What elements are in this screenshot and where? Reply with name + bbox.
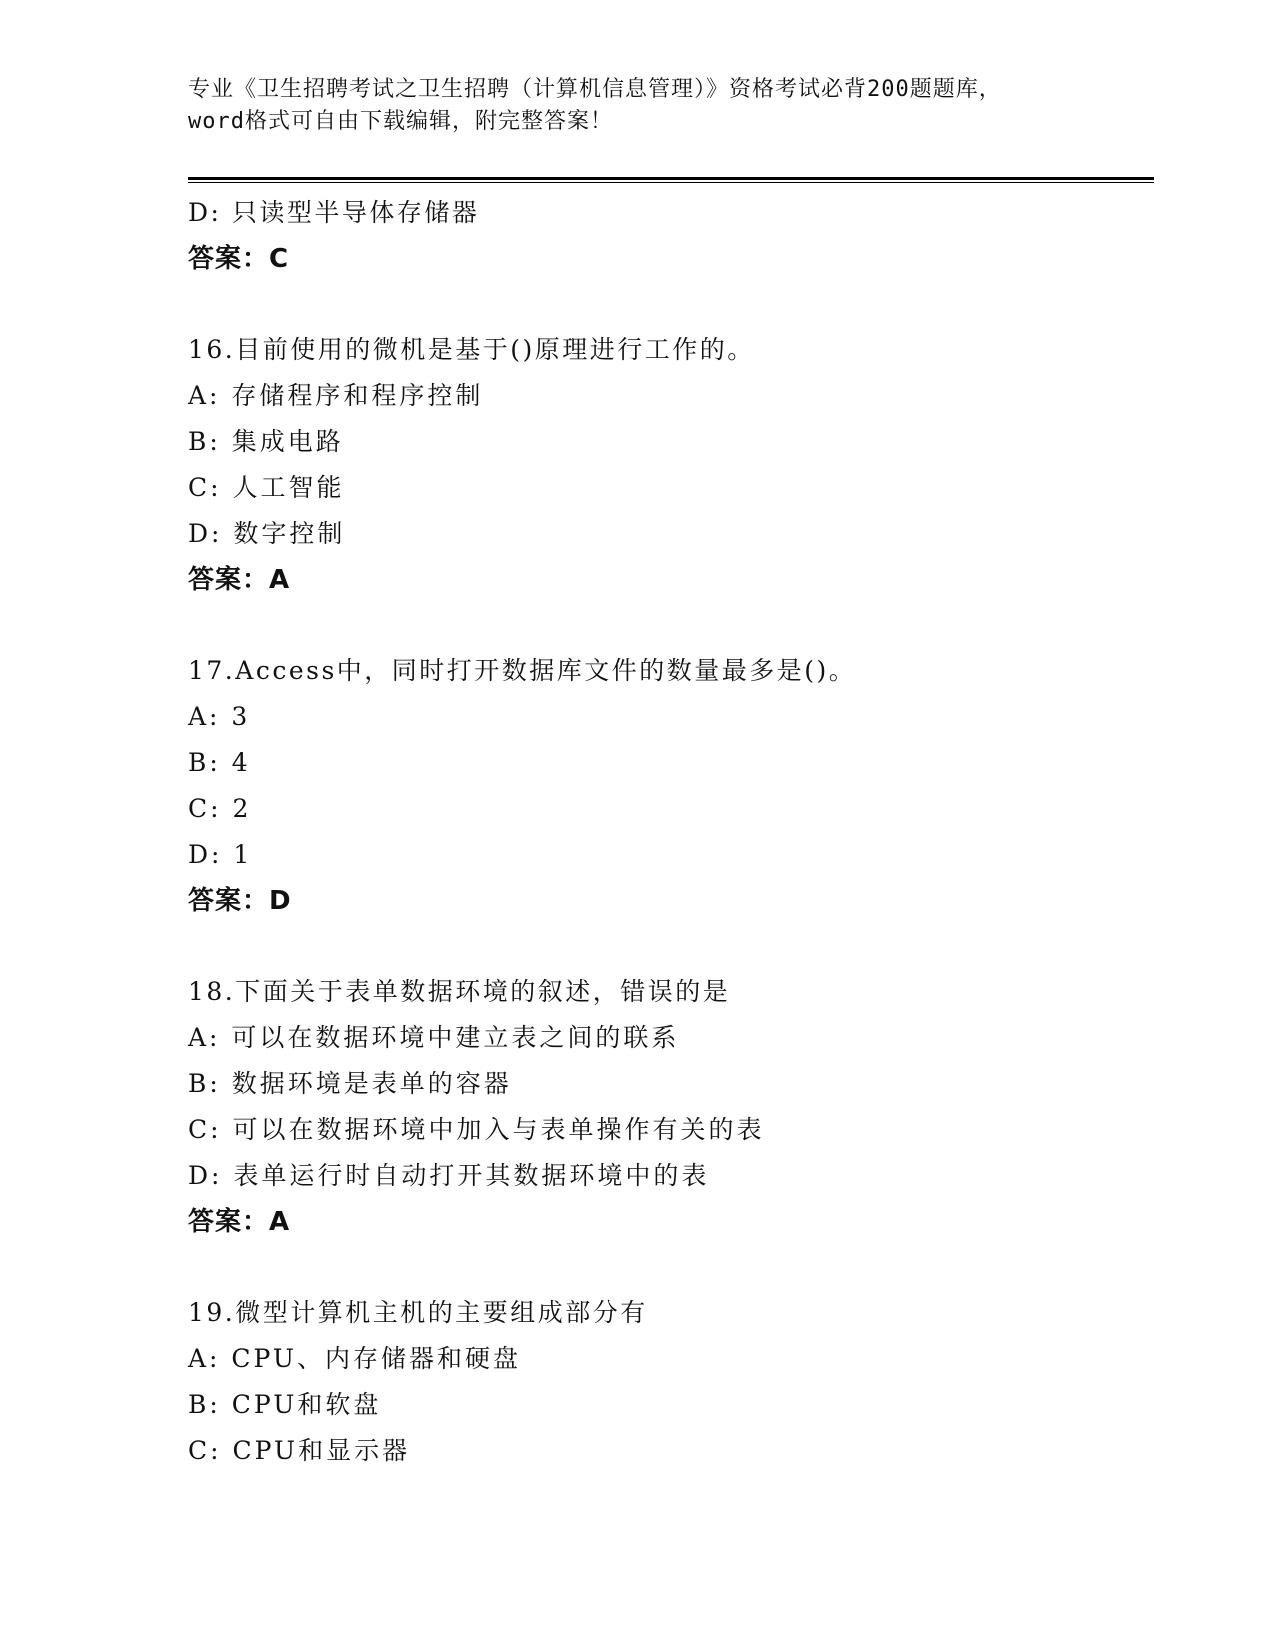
spacer (188, 282, 1148, 327)
header-divider-thick (188, 177, 1154, 180)
document-header (188, 74, 1088, 138)
option-c: C: CPU和显示器 (188, 1436, 411, 1465)
option-c: C: 2 (188, 794, 252, 823)
option-a: A: 存储程序和程序控制 (188, 381, 484, 410)
option-a: A: 3 (188, 702, 251, 731)
option-d: D: 表单运行时自动打开其数据环境中的表 (188, 1161, 710, 1190)
option-b: B: 数据环境是表单的容器 (188, 1069, 512, 1098)
option-d: D: 只读型半导体存储器 (188, 198, 480, 227)
header-title-line-2: word格式可自由下载编辑，附完整答案！ (188, 109, 613, 134)
option-a: A: CPU、内存储器和硬盘 (188, 1344, 522, 1373)
option-d: D: 数字控制 (188, 519, 346, 548)
question-15-tail (188, 190, 1148, 282)
question-stem: 16.目前使用的微机是基于()原理进行工作的。 (188, 335, 755, 364)
question-16 (188, 327, 1148, 603)
option-c: C: 人工智能 (188, 473, 345, 502)
spacer (188, 603, 1148, 648)
option-b: B: 集成电路 (188, 427, 344, 456)
header-title-line-1: 专业《卫生招聘考试之卫生招聘（计算机信息管理）》资格考试必背200题题库， (188, 77, 1002, 102)
spacer (188, 924, 1148, 969)
question-stem: 19.微型计算机主机的主要组成部分有 (188, 1298, 648, 1327)
question-list (188, 190, 1148, 1474)
answer-line: 答案：A (188, 565, 291, 595)
option-b: B: CPU和软盘 (188, 1390, 382, 1419)
option-c: C: 可以在数据环境中加入与表单操作有关的表 (188, 1115, 765, 1144)
spacer (188, 1245, 1148, 1290)
option-a: A: 可以在数据环境中建立表之间的联系 (188, 1023, 680, 1052)
question-stem: 18.下面关于表单数据环境的叙述，错误的是 (188, 977, 731, 1006)
option-d: D: 1 (188, 840, 253, 869)
answer-line: 答案：C (188, 244, 290, 274)
header-divider-thin (188, 182, 1154, 183)
question-18 (188, 969, 1148, 1245)
answer-line: 答案：A (188, 1207, 291, 1237)
question-17 (188, 648, 1148, 924)
answer-line: 答案：D (188, 886, 292, 916)
option-b: B: 4 (188, 748, 251, 777)
question-19 (188, 1290, 1148, 1474)
question-stem: 17.Access中，同时打开数据库文件的数量最多是()。 (188, 656, 857, 685)
